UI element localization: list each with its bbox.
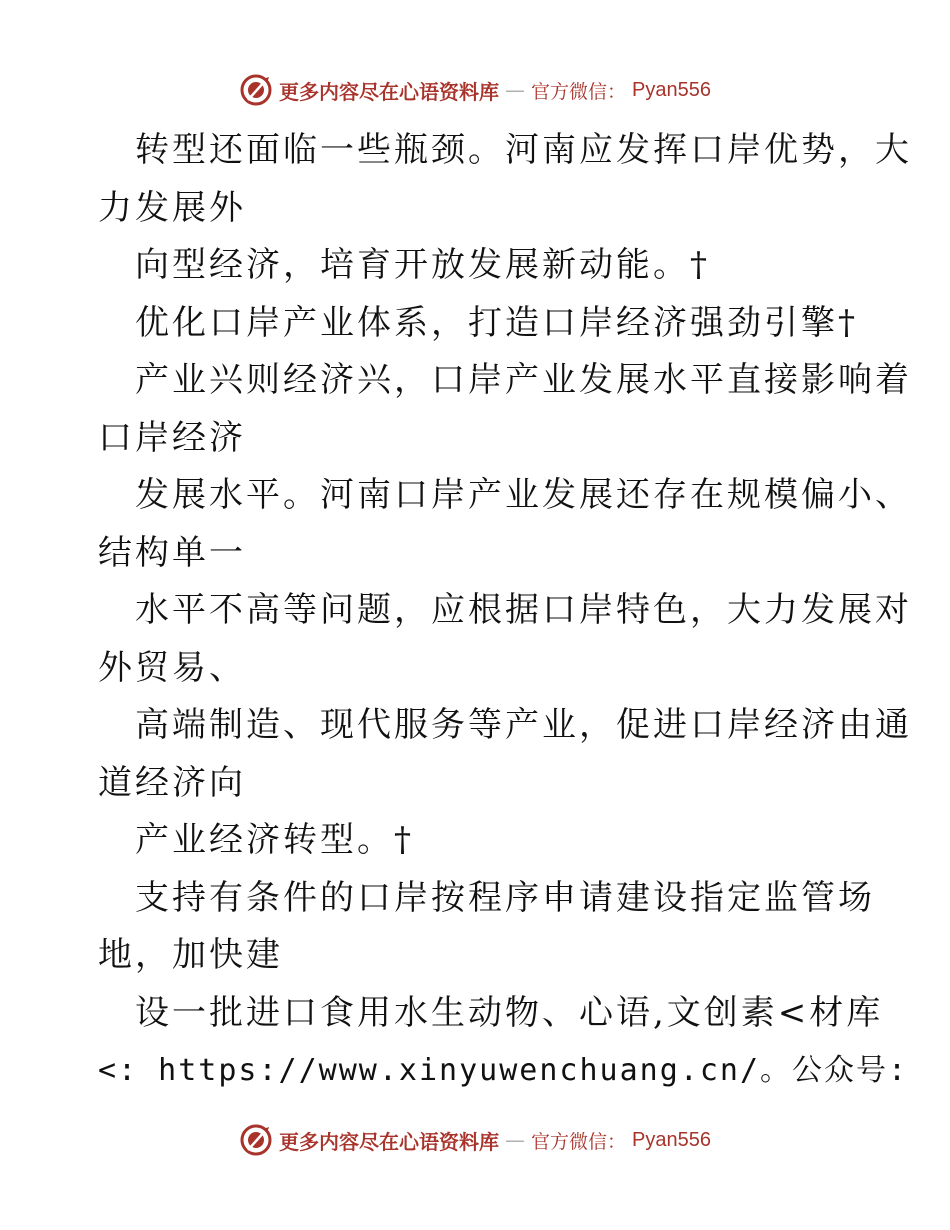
text-line: 发展水平。河南口岸产业发展还存在规模偏小、 xyxy=(135,475,912,515)
text-line: 地，加快建 xyxy=(98,935,283,975)
text-line: 高端制造、现代服务等产业，促进口岸经济由通 xyxy=(135,705,912,745)
text-line: 外贸易、 xyxy=(98,647,246,688)
watermark-title: 更多内容尽在心语资料库 xyxy=(279,79,499,104)
text-line: 水平不高等问题，应根据口岸特色，大力发展对 xyxy=(135,590,912,630)
footer-watermark xyxy=(0,1120,950,1160)
text-line: 产业经济转型。† xyxy=(135,820,414,860)
text-line: 支持有条件的口岸按程序申请建设指定监管场 xyxy=(135,877,875,918)
text-line: 力发展外 xyxy=(98,187,246,228)
header-watermark xyxy=(0,70,950,110)
text-line: 产业兴则经济兴，口岸产业发展水平直接影响着 xyxy=(135,360,912,400)
watermark-title: 更多内容尽在心语资料库 xyxy=(279,1129,499,1154)
watermark-wechat-id: Pyan556 xyxy=(632,1128,711,1151)
text-line: 道经济向 xyxy=(98,762,246,803)
text-line: 结构单一 xyxy=(98,532,246,573)
text-line: 口岸经济 xyxy=(98,417,246,458)
watermark-separator: — xyxy=(505,78,525,102)
text-line: 向型经济，培育开放发展新动能。† xyxy=(135,245,710,285)
watermark-separator: — xyxy=(505,1128,525,1152)
section-heading: 优化口岸产业体系，打造口岸经济强劲引擎† xyxy=(135,302,858,343)
watermark-label: 官方微信： xyxy=(531,80,627,103)
watermark-wechat-id: Pyan556 xyxy=(632,78,711,101)
text-line: 转型还面临一些瓶颈。河南应发挥口岸优势，大 xyxy=(135,130,912,170)
url-line: <: https://www.xinyuwenchuang.cn/。公众号: xyxy=(98,1053,909,1088)
xinyu-logo-icon xyxy=(239,73,273,107)
watermark-label: 官方微信： xyxy=(531,1130,627,1153)
document-body xyxy=(98,122,912,1100)
xinyu-logo-icon xyxy=(239,1123,273,1157)
text-line: 设一批进口食用水生动物、心语,文创素<材库 xyxy=(135,992,884,1033)
